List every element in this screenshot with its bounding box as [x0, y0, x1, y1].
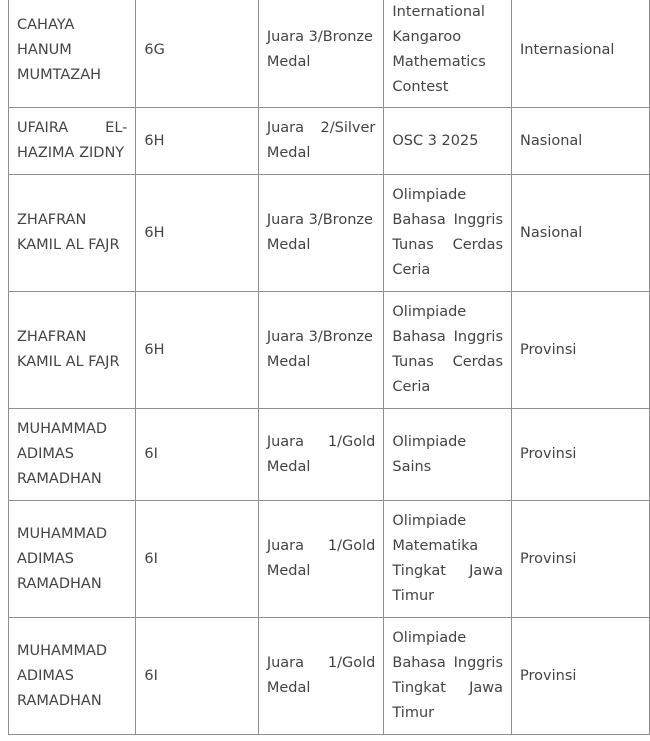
class-cell: 6H [136, 108, 258, 175]
achievements-table [8, 0, 650, 735]
award-cell: Juara 1/Gold Medal [258, 618, 384, 735]
table-row [9, 409, 650, 501]
student-name-cell: CAHAYA HANUM MUMTAZAH [9, 0, 136, 108]
level-cell: Nasional [512, 108, 650, 175]
student-name-cell: MUHAMMAD ADIMAS RAMADHAN [9, 501, 136, 618]
table-row [9, 175, 650, 292]
class-cell: 6H [136, 292, 258, 409]
competition-cell: Olimpiade Bahasa Inggris Tunas Cerdas Ceria [384, 292, 512, 409]
award-cell: Juara 3/Bronze Medal [258, 292, 384, 409]
competition-cell: Olimpiade Bahasa Inggris Tunas Cerdas Ceria [384, 175, 512, 292]
competition-cell: Olimpiade Bahasa Inggris Tingkat Jawa Timur [384, 618, 512, 735]
class-cell: 6G [136, 0, 258, 108]
achievements-table-container [8, 0, 650, 735]
table-row [9, 108, 650, 175]
student-name-cell: UFAIRA EL-HAZIMA ZIDNY [9, 108, 136, 175]
award-cell: Juara 2/Silver Medal [258, 108, 384, 175]
table-row [9, 618, 650, 735]
level-cell: Internasional [512, 0, 650, 108]
competition-cell: Olimpiade Sains [384, 409, 512, 501]
table-row [9, 0, 650, 108]
class-cell: 6H [136, 175, 258, 292]
class-cell: 6I [136, 501, 258, 618]
class-cell: 6I [136, 618, 258, 735]
level-cell: Provinsi [512, 618, 650, 735]
level-cell: Provinsi [512, 292, 650, 409]
level-cell: Nasional [512, 175, 650, 292]
level-cell: Provinsi [512, 409, 650, 501]
competition-cell: Olimpiade Matematika Tingkat Jawa Timur [384, 501, 512, 618]
award-cell: Juara 3/Bronze Medal [258, 0, 384, 108]
class-cell: 6I [136, 409, 258, 501]
award-cell: Juara 1/Gold Medal [258, 409, 384, 501]
student-name-cell: ZHAFRAN KAMIL AL FAJR [9, 292, 136, 409]
student-name-cell: ZHAFRAN KAMIL AL FAJR [9, 175, 136, 292]
competition-cell: OSC 3 2025 [384, 108, 512, 175]
competition-cell: International Kangaroo Mathematics Contest [384, 0, 512, 108]
student-name-cell: MUHAMMAD ADIMAS RAMADHAN [9, 618, 136, 735]
student-name-cell: MUHAMMAD ADIMAS RAMADHAN [9, 409, 136, 501]
award-cell: Juara 1/Gold Medal [258, 501, 384, 618]
award-cell: Juara 3/Bronze Medal [258, 175, 384, 292]
table-row [9, 501, 650, 618]
table-row [9, 292, 650, 409]
level-cell: Provinsi [512, 501, 650, 618]
